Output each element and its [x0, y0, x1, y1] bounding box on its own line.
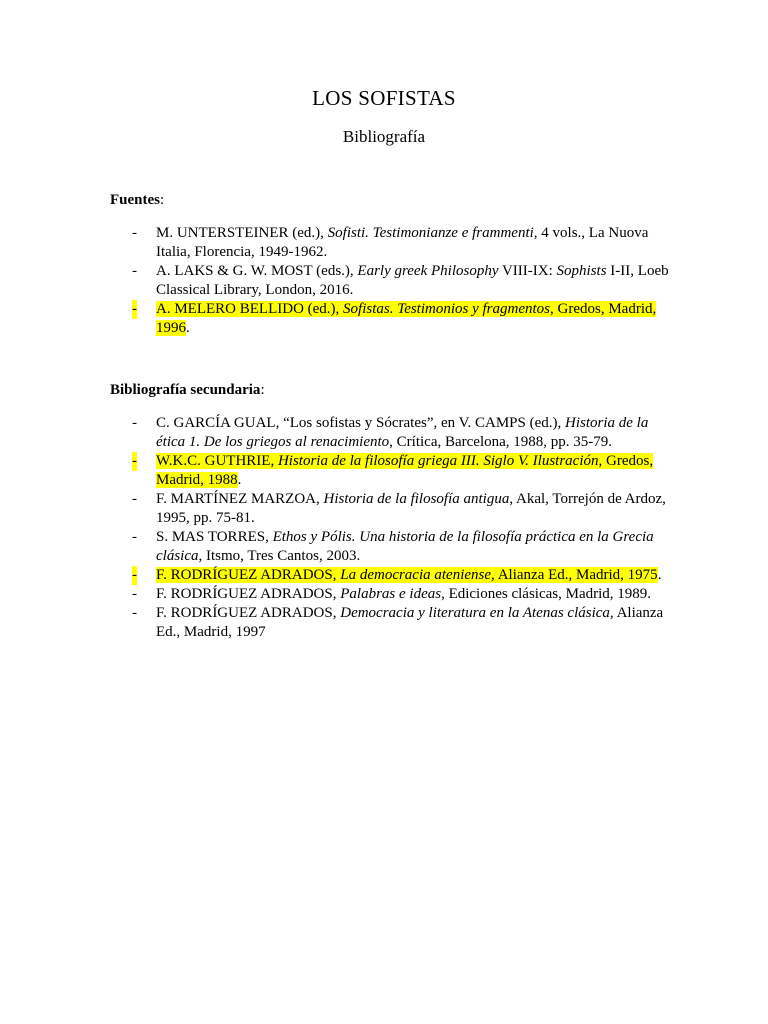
reference-item	[110, 414, 670, 452]
reference-text: , 4 vols., La Nuova Italia, Florencia, 1949-1962.	[156, 225, 649, 260]
reference-text: .	[237, 472, 242, 488]
reference-title: Historia de la ética 1. De los griegos al renacimiento	[156, 415, 649, 450]
list-dash: -	[132, 225, 137, 241]
heading-colon: :	[160, 192, 165, 208]
reference-text: , Gredos, Madrid, 1996	[156, 301, 657, 336]
list-dash: -	[132, 529, 137, 545]
reference-text: W.K.C. GUTHRIE,	[156, 453, 278, 469]
reference-title: Sophists	[556, 263, 607, 279]
reference-text: .	[186, 320, 190, 336]
sources-list	[110, 224, 670, 338]
reference-item	[110, 300, 670, 338]
reference-text: C. GARCÍA GUAL, “Los sofistas y Sócrates”, en V. CAMPS (ed.),	[156, 415, 566, 431]
reference-item	[110, 262, 670, 300]
reference-title: Sofisti. Testimonianze e frammenti	[327, 225, 534, 241]
list-dash: -	[132, 567, 137, 583]
reference-item	[110, 490, 670, 528]
reference-text: S. MAS TORRES,	[156, 529, 273, 545]
reference-title: La democracia ateniense	[340, 567, 492, 583]
section-heading-text: Fuentes	[110, 192, 160, 208]
reference-item	[110, 224, 670, 262]
page-subtitle: Bibliografía	[342, 127, 426, 146]
list-dash: -	[132, 415, 137, 431]
list-dash: -	[132, 491, 137, 507]
list-dash: -	[132, 301, 137, 317]
reference-title: Early greek Philosophy	[357, 263, 499, 279]
section-heading-text: Bibliografía secundaria	[110, 382, 261, 398]
secondary-bibliography-list	[110, 414, 670, 642]
reference-text: VIII-IX:	[498, 263, 557, 279]
list-dash: -	[132, 453, 137, 469]
reference-text: , Crítica, Barcelona, 1988, pp. 35-79.	[389, 434, 613, 450]
reference-item	[110, 566, 670, 585]
reference-text: M. UNTERSTEINER (ed.),	[156, 225, 328, 241]
reference-text: .	[657, 567, 662, 583]
reference-text: , Alianza Ed., Madrid, 1975	[491, 567, 658, 583]
reference-title: Sofistas. Testimonios y fragmentos	[343, 301, 551, 317]
list-dash: -	[132, 586, 137, 602]
reference-text: F. RODRÍGUEZ ADRADOS,	[156, 567, 341, 583]
list-dash: -	[132, 605, 137, 621]
reference-title: Historia de la filosofía antigua	[323, 491, 510, 507]
list-dash: -	[132, 263, 137, 279]
reference-item	[110, 585, 670, 604]
reference-text: , Akal, Torrejón de Ardoz, 1995, pp. 75-81.	[156, 491, 666, 526]
reference-text: , Gredos, Madrid, 1988	[156, 453, 654, 488]
heading-colon: :	[260, 382, 265, 398]
section-heading-bibliografia-secundaria	[110, 382, 265, 399]
reference-text: A. MELERO BELLIDO (ed.),	[156, 301, 344, 317]
section-heading-fuentes	[110, 192, 164, 209]
reference-item	[110, 528, 670, 566]
page-title: LOS SOFISTAS	[312, 86, 456, 110]
reference-title: Democracia y literatura en la Atenas clásica	[340, 605, 610, 621]
reference-text: F. MARTÍNEZ MARZOA,	[156, 491, 324, 507]
reference-title: Ethos y Pólis. Una historia de la filosofía práctica en la Grecia clásica	[156, 529, 654, 564]
reference-item	[110, 452, 670, 490]
reference-text: F. RODRÍGUEZ ADRADOS,	[156, 605, 341, 621]
reference-text: , Alianza Ed., Madrid, 1997	[156, 605, 664, 640]
reference-text: A. LAKS & G. W. MOST (eds.),	[156, 263, 358, 279]
reference-text: , Ediciones clásicas, Madrid, 1989.	[441, 586, 652, 602]
reference-title: Palabras e ideas	[340, 586, 442, 602]
reference-text: I-II, Loeb Classical Library, London, 2016.	[156, 263, 669, 298]
reference-text: F. RODRÍGUEZ ADRADOS,	[156, 586, 341, 602]
reference-title: Historia de la filosofía griega III. Siglo V. Ilustración	[277, 453, 599, 469]
reference-text: , Itsmo, Tres Cantos, 2003.	[198, 548, 361, 564]
reference-item	[110, 604, 670, 642]
